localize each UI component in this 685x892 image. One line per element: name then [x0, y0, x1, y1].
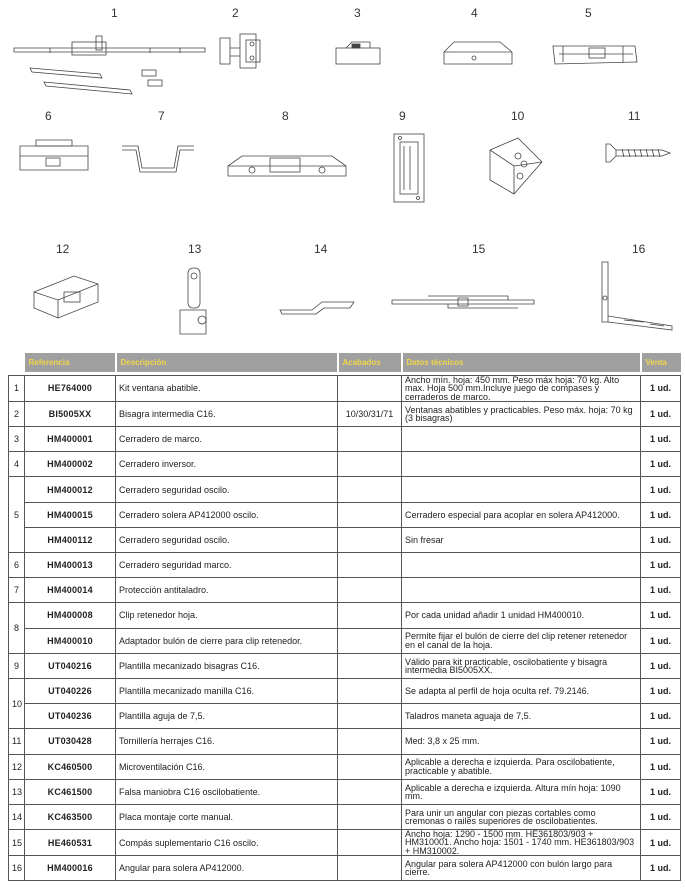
row-description: Tornillería herrajes C16.	[116, 729, 338, 754]
row-sale: 1 ud.	[641, 376, 681, 402]
row-sale: 1 ud.	[641, 779, 681, 804]
row-finish	[338, 477, 402, 502]
cerradero-marco-drawing	[330, 38, 386, 68]
table-row	[9, 628, 681, 653]
row-description: Angular para solera AP412000.	[116, 855, 338, 880]
row-sale: 1 ud.	[641, 804, 681, 829]
row-index: 3	[9, 427, 25, 452]
cerradero-inversor-drawing	[440, 36, 516, 70]
row-description: Plantilla mecanizado bisagras C16.	[116, 653, 338, 678]
row-finish	[338, 427, 402, 452]
plantilla-bisagras-drawing	[388, 130, 430, 206]
row-index: 12	[9, 754, 25, 779]
row-tech-data	[402, 452, 641, 477]
row-tech-data: Sin fresar	[402, 527, 641, 552]
row-sale: 1 ud.	[641, 603, 681, 628]
row-index: 5	[9, 477, 25, 553]
row-description: Bisagra intermedia C16.	[116, 401, 338, 426]
header-index	[9, 353, 25, 372]
row-sale: 1 ud.	[641, 678, 681, 703]
part-number-1: 1	[111, 6, 118, 20]
row-finish	[338, 653, 402, 678]
tornillo-drawing	[600, 140, 676, 166]
row-finish	[338, 779, 402, 804]
spec-table	[8, 353, 681, 881]
row-reference: HM400013	[25, 553, 116, 578]
row-finish	[338, 376, 402, 402]
row-sale: 1 ud.	[641, 427, 681, 452]
part-number-9: 9	[399, 109, 406, 123]
row-reference: HM400010	[25, 628, 116, 653]
row-sale: 1 ud.	[641, 452, 681, 477]
row-sale: 1 ud.	[641, 527, 681, 552]
row-reference: HM400112	[25, 527, 116, 552]
row-tech-data	[402, 427, 641, 452]
table-row	[9, 754, 681, 779]
row-finish	[338, 754, 402, 779]
table-row	[9, 678, 681, 703]
row-reference: HM400008	[25, 603, 116, 628]
row-description: Cerradero seguridad marco.	[116, 553, 338, 578]
table-row	[9, 603, 681, 628]
row-tech-data: Ancho hoja: 1290 - 1500 mm. HE361803/903 + HM310001. Ancho hoja: 1501 - 1740 mm. HE361803/903 + HM310002.	[402, 830, 641, 856]
row-finish	[338, 729, 402, 754]
row-description: Cerradero inversor.	[116, 452, 338, 477]
angular-solera-drawing	[594, 258, 678, 338]
row-sale: 1 ud.	[641, 502, 681, 527]
row-tech-data: Se adapta al perfil de hoja oculta ref. 79.2146.	[402, 678, 641, 703]
row-reference: HE764000	[25, 376, 116, 402]
row-reference: KC461500	[25, 779, 116, 804]
row-index: 2	[9, 401, 25, 426]
table-row	[9, 830, 681, 856]
row-description: Cerradero solera AP412000 oscilo.	[116, 502, 338, 527]
row-description: Cerradero seguridad oscilo.	[116, 527, 338, 552]
part-number-14: 14	[314, 242, 328, 256]
part-number-7: 7	[158, 109, 165, 123]
table-row	[9, 452, 681, 477]
row-finish	[338, 527, 402, 552]
row-finish	[338, 553, 402, 578]
row-reference: HM400014	[25, 578, 116, 603]
row-finish	[338, 704, 402, 729]
row-tech-data	[402, 578, 641, 603]
row-reference: KC463500	[25, 804, 116, 829]
part-number-6: 6	[45, 109, 52, 123]
row-tech-data: Taladros maneta aguaja de 7,5.	[402, 704, 641, 729]
row-index: 8	[9, 603, 25, 653]
row-sale: 1 ud.	[641, 553, 681, 578]
table-row	[9, 804, 681, 829]
row-sale: 1 ud.	[641, 729, 681, 754]
row-tech-data	[402, 477, 641, 502]
table-row	[9, 578, 681, 603]
part-number-2: 2	[232, 6, 239, 20]
part-number-12: 12	[56, 242, 70, 256]
row-sale: 1 ud.	[641, 477, 681, 502]
row-tech-data: Por cada unidad añadir 1 unidad HM400010.	[402, 603, 641, 628]
row-finish	[338, 678, 402, 703]
table-header	[9, 353, 681, 372]
row-index: 16	[9, 855, 25, 880]
parts-illustration	[0, 0, 685, 345]
row-tech-data: Permite fijar el bulón de cierre del clip retener retenedor en el canal de la hoja.	[402, 628, 641, 653]
header-referencia: Referencia	[25, 353, 116, 372]
row-finish	[338, 603, 402, 628]
row-finish	[338, 578, 402, 603]
row-reference: UT040216	[25, 653, 116, 678]
part-number-15: 15	[472, 242, 486, 256]
part-number-16: 16	[632, 242, 646, 256]
header-datos-tecnicos: Datos técnicos	[402, 353, 641, 372]
row-index: 11	[9, 729, 25, 754]
row-tech-data	[402, 553, 641, 578]
header-acabados: Acabados	[338, 353, 402, 372]
part-number-8: 8	[282, 109, 289, 123]
microventilacion-drawing	[24, 268, 104, 324]
table-row	[9, 553, 681, 578]
row-reference: HM400002	[25, 452, 116, 477]
kit-ventana-drawing	[10, 32, 210, 98]
row-reference: HM400012	[25, 477, 116, 502]
row-sale: 1 ud.	[641, 628, 681, 653]
row-index: 10	[9, 678, 25, 728]
table-row	[9, 779, 681, 804]
row-finish	[338, 855, 402, 880]
table-row	[9, 401, 681, 426]
row-reference: UT030428	[25, 729, 116, 754]
row-description: Microventilación C16.	[116, 754, 338, 779]
row-tech-data: Cerradero especial para acoplar en solera AP412000.	[402, 502, 641, 527]
row-reference: HM400001	[25, 427, 116, 452]
cerradero-seguridad-oscilo-drawing	[549, 36, 641, 72]
row-reference: BI5005XX	[25, 401, 116, 426]
row-sale: 1 ud.	[641, 855, 681, 880]
part-number-3: 3	[354, 6, 361, 20]
row-tech-data: Angular para solera AP412000 con bulón largo para cierre.	[402, 855, 641, 880]
part-number-10: 10	[511, 109, 525, 123]
row-description: Plantilla mecanizado manilla C16.	[116, 678, 338, 703]
table-row	[9, 502, 681, 527]
table-row	[9, 653, 681, 678]
row-index: 7	[9, 578, 25, 603]
row-index: 15	[9, 830, 25, 856]
table-row	[9, 704, 681, 729]
row-sale: 1 ud.	[641, 754, 681, 779]
row-tech-data: Aplicable a derecha e izquierda. Para oscilobatiente, practicable y abatible.	[402, 754, 641, 779]
table-row	[9, 729, 681, 754]
part-number-13: 13	[188, 242, 202, 256]
row-reference: UT040236	[25, 704, 116, 729]
row-tech-data: Med: 3,8 x 25 mm.	[402, 729, 641, 754]
compas-suplementario-drawing	[388, 288, 538, 314]
row-tech-data: Válido para kit practicable, oscilobatiente y bisagra intermedia BI5005XX.	[402, 653, 641, 678]
row-reference: KC460500	[25, 754, 116, 779]
row-index: 1	[9, 376, 25, 402]
row-finish	[338, 804, 402, 829]
row-sale: 1 ud.	[641, 653, 681, 678]
row-sale: 1 ud.	[641, 830, 681, 856]
row-description: Falsa maniobra C16 oscilobatiente.	[116, 779, 338, 804]
row-finish	[338, 502, 402, 527]
row-tech-data: Ventanas abatibles y practicables. Peso máx. hoja: 70 kg (3 bisagras)	[402, 401, 641, 426]
row-sale: 1 ud.	[641, 401, 681, 426]
row-reference: UT040226	[25, 678, 116, 703]
plantilla-manilla-drawing	[480, 132, 550, 202]
placa-montaje-drawing	[276, 296, 358, 318]
header-venta: Venta	[641, 353, 681, 372]
header-descripcion: Descripción	[116, 353, 338, 372]
row-description: Placa montaje corte manual.	[116, 804, 338, 829]
falsa-maniobra-drawing	[172, 264, 216, 344]
row-index: 13	[9, 779, 25, 804]
row-tech-data: Aplicable a derecha e izquierda. Altura mín hoja: 1090 mm.	[402, 779, 641, 804]
part-number-4: 4	[471, 6, 478, 20]
row-index: 4	[9, 452, 25, 477]
part-number-11: 11	[628, 109, 641, 123]
row-reference: HM400015	[25, 502, 116, 527]
row-reference: HM400016	[25, 855, 116, 880]
row-description: Plantilla aguja de 7,5.	[116, 704, 338, 729]
row-description: Cerradero seguridad oscilo.	[116, 477, 338, 502]
row-index: 14	[9, 804, 25, 829]
table-row	[9, 427, 681, 452]
row-finish	[338, 452, 402, 477]
cerradero-seguridad-marco-drawing	[16, 136, 92, 180]
row-sale: 1 ud.	[641, 578, 681, 603]
row-sale: 1 ud.	[641, 704, 681, 729]
row-finish	[338, 830, 402, 856]
row-tech-data: Ancho mín. hoja: 450 mm. Peso máx hoja: 70 kg. Alto max. Hoja 500 mm.Incluye juego de compases y cerraderos de marco.	[402, 376, 641, 402]
part-number-5: 5	[585, 6, 592, 20]
row-description: Compás suplementario C16 oscilo.	[116, 830, 338, 856]
row-description: Cerradero de marco.	[116, 427, 338, 452]
table-row	[9, 527, 681, 552]
row-index: 9	[9, 653, 25, 678]
bisagra-drawing	[216, 30, 266, 74]
table-row	[9, 477, 681, 502]
row-reference: HE460531	[25, 830, 116, 856]
row-finish: 10/30/31/71	[338, 401, 402, 426]
table-row	[9, 855, 681, 880]
row-description: Clip retenedor hoja.	[116, 603, 338, 628]
row-tech-data: Para unir un angular con piezas cortables como cremonas o railes superiores de oscilobatientes.	[402, 804, 641, 829]
proteccion-antitaladro-drawing	[118, 140, 198, 174]
row-finish	[338, 628, 402, 653]
row-index: 6	[9, 553, 25, 578]
row-description: Kit ventana abatible.	[116, 376, 338, 402]
row-description: Protección antitaladro.	[116, 578, 338, 603]
row-description: Adaptador bulón de cierre para clip retenedor.	[116, 628, 338, 653]
table-row	[9, 376, 681, 402]
clip-retenedor-drawing	[222, 146, 352, 188]
